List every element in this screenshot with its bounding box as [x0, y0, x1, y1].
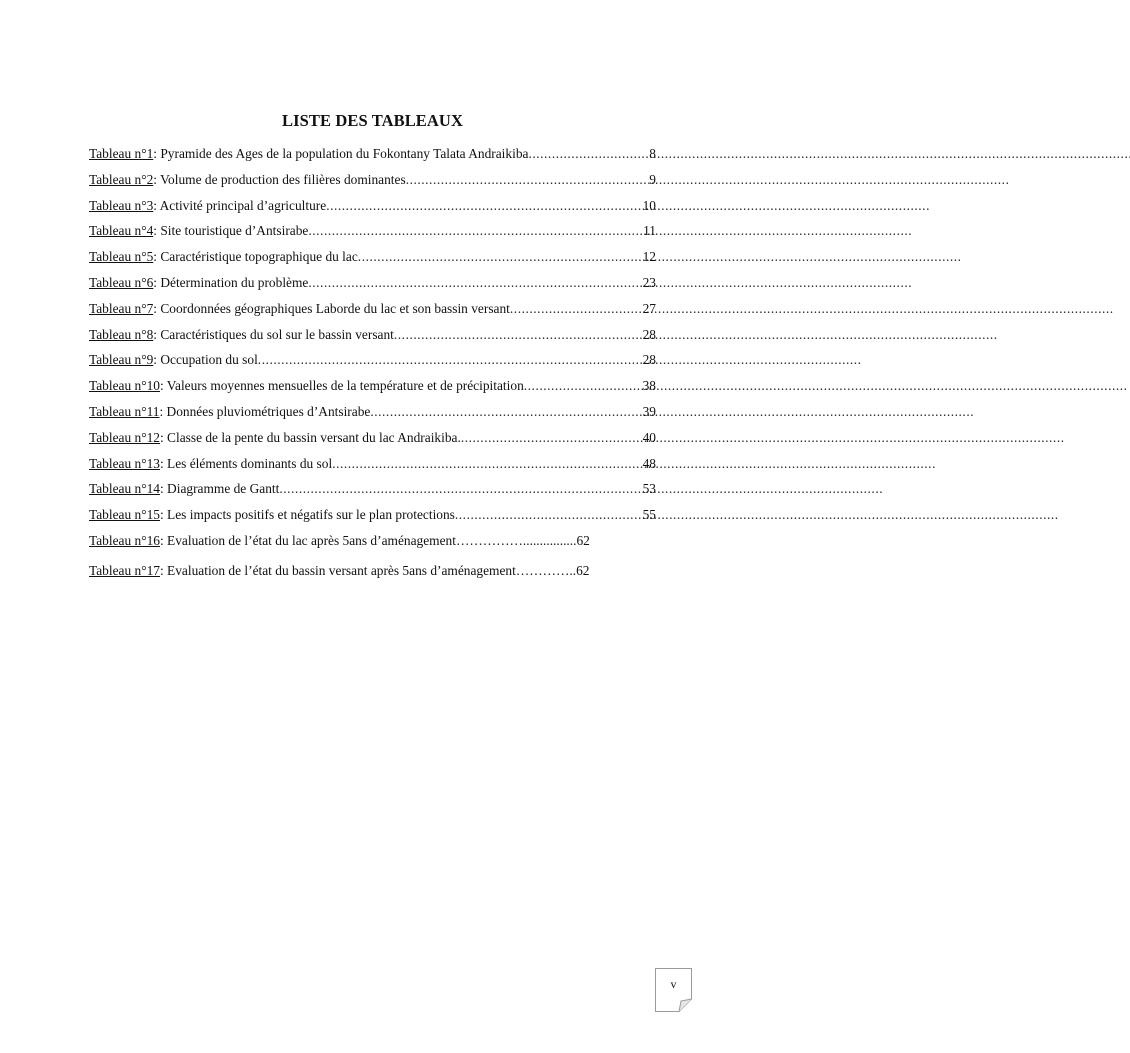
list-item-tableau-11[interactable]: [89, 404, 656, 430]
tableau-link[interactable]: Tableau n°14: [89, 481, 160, 497]
leader-dots: [308, 275, 640, 291]
list-item-tableau-8[interactable]: [89, 327, 656, 353]
list-item-tableau-9[interactable]: [89, 352, 656, 378]
tableau-link[interactable]: Tableau n°13: [89, 455, 160, 471]
leader-dots: [461, 430, 641, 446]
page-title: LISTE DES TABLEAUX: [282, 111, 463, 130]
page-number: v: [670, 977, 677, 991]
leader-dots: [358, 249, 641, 265]
tableau-link[interactable]: Tableau n°9: [89, 352, 154, 368]
leader-dots: [308, 223, 641, 239]
leader-dots: [510, 301, 641, 317]
entry-title: : Diagramme de Gantt: [159, 481, 280, 497]
entry-label: [89, 327, 394, 343]
list-item-tableau-17[interactable]: [89, 563, 656, 589]
list-item-tableau-10[interactable]: [89, 378, 656, 404]
entry-title: : Caractéristiques du sol sur le bassin versant: [153, 326, 394, 342]
tableau-link[interactable]: Tableau n°11: [89, 403, 160, 419]
list-item-tableau-16[interactable]: [89, 533, 656, 559]
list-item-tableau-3[interactable]: [89, 198, 656, 224]
tableau-link[interactable]: Tableau n°12: [89, 429, 160, 445]
entry-page: 55: [642, 507, 656, 523]
list-item-tableau-7[interactable]: [89, 301, 656, 327]
entry-page: 11: [643, 223, 656, 239]
entry-label: [89, 223, 308, 239]
entry-label: [89, 249, 358, 265]
tableau-link[interactable]: Tableau n°1: [89, 146, 154, 161]
leader-dots: [279, 481, 640, 497]
entry-label: [89, 533, 456, 549]
entry-page: 27: [642, 300, 656, 316]
leader-dots: [370, 404, 640, 420]
entry-title: : Valeurs moyennes mensuelles de la température et de précipitation: [159, 378, 524, 394]
entry-page: 23: [642, 274, 656, 290]
entry-page: 48: [642, 455, 656, 471]
entry-page: 28: [642, 352, 656, 368]
entry-page: 10: [642, 197, 656, 213]
list-item-tableau-5[interactable]: [89, 249, 656, 275]
entry-page: 28: [642, 326, 656, 342]
list-item-tableau-12[interactable]: [89, 430, 656, 456]
entry-page: 12: [642, 249, 656, 265]
list-item-tableau-13[interactable]: [89, 456, 656, 482]
tableau-link[interactable]: Tableau n°6: [89, 274, 154, 290]
tableau-link[interactable]: Tableau n°3: [89, 197, 154, 213]
entry-page: 38: [642, 378, 656, 394]
tableau-link[interactable]: Tableau n°17: [89, 562, 160, 578]
list-item-tableau-6[interactable]: [89, 275, 656, 301]
tableau-link[interactable]: Tableau n°16: [89, 532, 160, 548]
entry-title: : Coordonnées géographiques Laborde du lac et son bassin versant: [153, 300, 510, 316]
entry-title: : Classe de la pente du bassin versant du lac Andraikiba.: [159, 429, 461, 445]
entry-label: [89, 378, 524, 394]
tableau-link[interactable]: Tableau n°10: [89, 378, 160, 394]
leader-dots: [455, 507, 641, 523]
entry-title: : Caractéristique topographique du lac: [153, 249, 358, 265]
entry-title: : Volume de production des filières dominantes: [153, 171, 406, 187]
entry-label: [89, 146, 528, 162]
entry-title: : Détermination du problème: [153, 274, 309, 290]
entry-label: [89, 404, 370, 420]
entry-trailing-dots-page: ……………................62: [455, 532, 590, 548]
entry-page: 8: [649, 146, 656, 161]
entry-page: 53: [642, 481, 656, 497]
entry-page: 39: [642, 403, 656, 419]
tableau-link[interactable]: Tableau n°8: [89, 326, 154, 342]
tableau-link[interactable]: Tableau n°4: [89, 223, 154, 239]
entry-label: [89, 275, 308, 291]
leader-dots: [258, 352, 641, 368]
entry-label: [89, 352, 258, 368]
entry-page: 40: [642, 429, 656, 445]
tableau-link[interactable]: Tableau n°15: [89, 507, 160, 523]
leader-dots: [332, 456, 640, 472]
list-item-tableau-4[interactable]: [89, 223, 656, 249]
entry-title: : Les impacts positifs et négatifs sur le plan protections: [159, 507, 455, 523]
list-item-tableau-2[interactable]: [89, 172, 656, 198]
entry-title: : Activité principal d’agriculture: [153, 197, 327, 213]
entry-title: : Données pluviométriques d’Antsirabe: [159, 403, 371, 419]
entry-label: [89, 456, 332, 472]
entry-title: : Pyramide des Ages de la population du Fokontany Talata Andraikiba: [153, 146, 529, 161]
tableau-link[interactable]: Tableau n°2: [89, 171, 154, 187]
tableau-link[interactable]: Tableau n°5: [89, 249, 154, 265]
entry-title: : Occupation du sol: [153, 352, 258, 368]
list-item-tableau-1[interactable]: [89, 146, 656, 172]
entry-label: [89, 301, 510, 317]
entry-page: 9: [649, 171, 656, 187]
leader-dots: [326, 198, 640, 214]
entry-label: [89, 198, 326, 214]
entry-label: [89, 430, 461, 446]
list-item-tableau-15[interactable]: [89, 507, 656, 533]
tableau-link[interactable]: Tableau n°7: [89, 300, 154, 316]
list-item-tableau-14[interactable]: [89, 481, 656, 507]
entry-label: [89, 481, 279, 497]
leader-dots: [406, 172, 648, 188]
table-list: [89, 146, 656, 589]
entry-label: [89, 172, 406, 188]
leader-dots: [528, 146, 647, 162]
entry-title: : Site touristique d’Antsirabe: [153, 223, 309, 239]
entry-title: : Evaluation de l’état du bassin versant après 5ans d’aménagement: [159, 562, 516, 578]
entry-title: : Evaluation de l’état du lac après 5ans d’aménagement: [159, 532, 456, 548]
entry-label: [89, 507, 455, 523]
entry-title: : Les éléments dominants du sol: [159, 455, 333, 471]
leader-dots: [394, 327, 641, 343]
leader-dots: [524, 378, 641, 394]
entry-trailing-dots-page: …………..62: [515, 562, 590, 578]
entry-label: [89, 563, 516, 579]
